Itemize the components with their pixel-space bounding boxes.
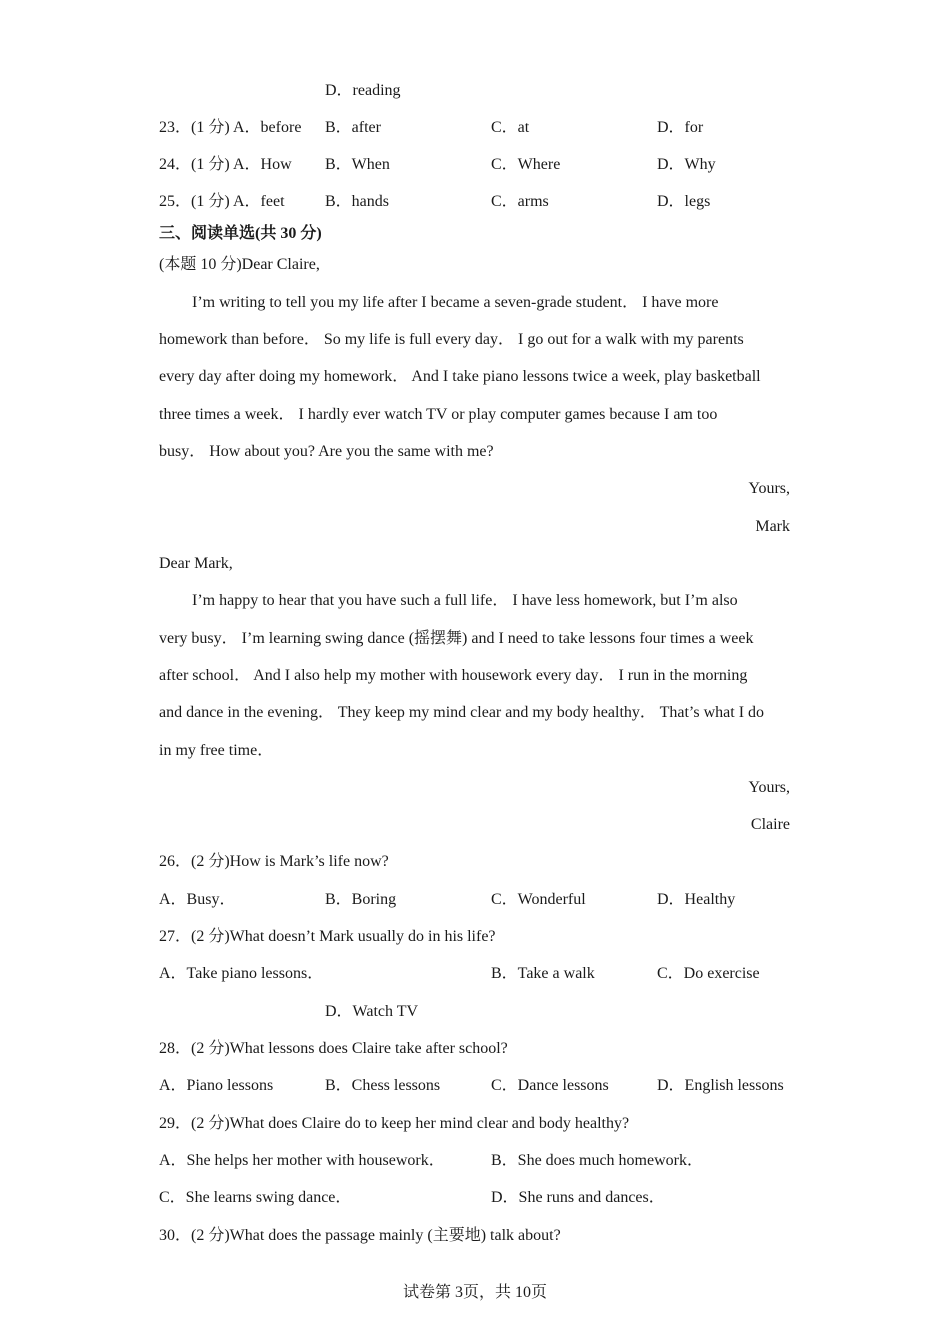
q28-option-b: B．Chess lessons bbox=[325, 1077, 441, 1094]
q25-number: 25．(1 分) bbox=[159, 193, 230, 210]
q27-option-c: C．Do exercise bbox=[657, 965, 760, 982]
letter2-line: very busy． I’m learning swing dance (摇摆舞) and I need to take lessons four times a week bbox=[159, 630, 754, 647]
letter1-line: busy． How about you? Are you the same with me? bbox=[159, 443, 494, 460]
q29-stem: 29．(2 分)What does Claire do to keep her mind clear and body healthy? bbox=[159, 1115, 630, 1132]
q25-option-a: A．feet bbox=[233, 193, 285, 210]
q26-option-a: A．Busy． bbox=[159, 891, 236, 908]
q23-number: 23．(1 分) bbox=[159, 119, 230, 136]
q23-option-a: A．before bbox=[233, 119, 302, 136]
letter1-line: every day after doing my homework． And I take piano lessons twice a week, play basketball bbox=[159, 368, 761, 385]
letter2-signature: Claire bbox=[750, 816, 790, 833]
page-footer: 试卷第 3页，共 10页 bbox=[402, 1284, 547, 1301]
letter1-line: I’m writing to tell you my life after I became a seven-grade student． I have more bbox=[192, 294, 719, 311]
section-heading: 三、阅读单选(共 30 分) bbox=[159, 225, 322, 242]
q25-option-b: B．hands bbox=[325, 193, 390, 210]
q29-option-c: C．She learns swing dance． bbox=[159, 1189, 352, 1206]
q27-stem: 27．(2 分)What doesn’t Mark usually do in his life? bbox=[159, 928, 496, 945]
q24-number: 24．(1 分) bbox=[159, 156, 230, 173]
q28-option-c: C．Dance lessons bbox=[491, 1077, 609, 1094]
letter2-line: in my free time． bbox=[159, 742, 274, 759]
letter2-closing: Yours, bbox=[748, 779, 790, 796]
letter2-line: after school． And I also help my mother with housework every day． I run in the morning bbox=[159, 667, 748, 684]
letter1-line: three times a week． I hardly ever watch TV or play computer games because I am too bbox=[159, 406, 718, 423]
q27-option-d: D．Watch TV bbox=[325, 1003, 419, 1020]
q24-option-b: B．When bbox=[325, 156, 390, 173]
q25-option-d: D．legs bbox=[657, 193, 711, 210]
letter2-line: I’m happy to hear that you have such a full life． I have less homework, but I’m also bbox=[192, 592, 738, 609]
q29-option-d: D．She runs and dances． bbox=[491, 1189, 665, 1206]
q26-option-c: C．Wonderful bbox=[491, 891, 586, 908]
letter2-greeting: Dear Mark, bbox=[159, 555, 233, 572]
q24-option-d: D．Why bbox=[657, 156, 716, 173]
q28-option-d: D．English lessons bbox=[657, 1077, 784, 1094]
q26-option-b: B．Boring bbox=[325, 891, 397, 908]
passage-intro: (本题 10 分)Dear Claire, bbox=[159, 256, 320, 273]
letter1-closing: Yours, bbox=[748, 480, 790, 497]
q23-option-b: B．after bbox=[325, 119, 381, 136]
q27-option-a: A．Take piano lessons． bbox=[159, 965, 324, 982]
q28-stem: 28．(2 分)What lessons does Claire take after school? bbox=[159, 1040, 508, 1057]
q24-option-a: A．How bbox=[233, 156, 292, 173]
q23-option-d: D．for bbox=[657, 119, 704, 136]
q24-option-c: C．Where bbox=[491, 156, 561, 173]
q22-option-d: D．reading bbox=[325, 82, 401, 99]
q29-option-b: B．She does much homework． bbox=[491, 1152, 703, 1169]
q26-option-d: D．Healthy bbox=[657, 891, 736, 908]
letter1-signature: Mark bbox=[755, 518, 790, 535]
q28-option-a: A．Piano lessons bbox=[159, 1077, 274, 1094]
q23-option-c: C．at bbox=[491, 119, 530, 136]
q25-option-c: C．arms bbox=[491, 193, 549, 210]
q29-option-a: A．She helps her mother with housework． bbox=[159, 1152, 445, 1169]
q26-stem: 26．(2 分)How is Mark’s life now? bbox=[159, 853, 389, 870]
q30-stem: 30．(2 分)What does the passage mainly (主要地) talk about? bbox=[159, 1227, 561, 1244]
letter1-line: homework than before． So my life is full every day． I go out for a walk with my parents bbox=[159, 331, 744, 348]
letter2-line: and dance in the evening． They keep my mind clear and my body healthy． That’s what I do bbox=[159, 704, 765, 721]
q27-option-b: B．Take a walk bbox=[491, 965, 595, 982]
